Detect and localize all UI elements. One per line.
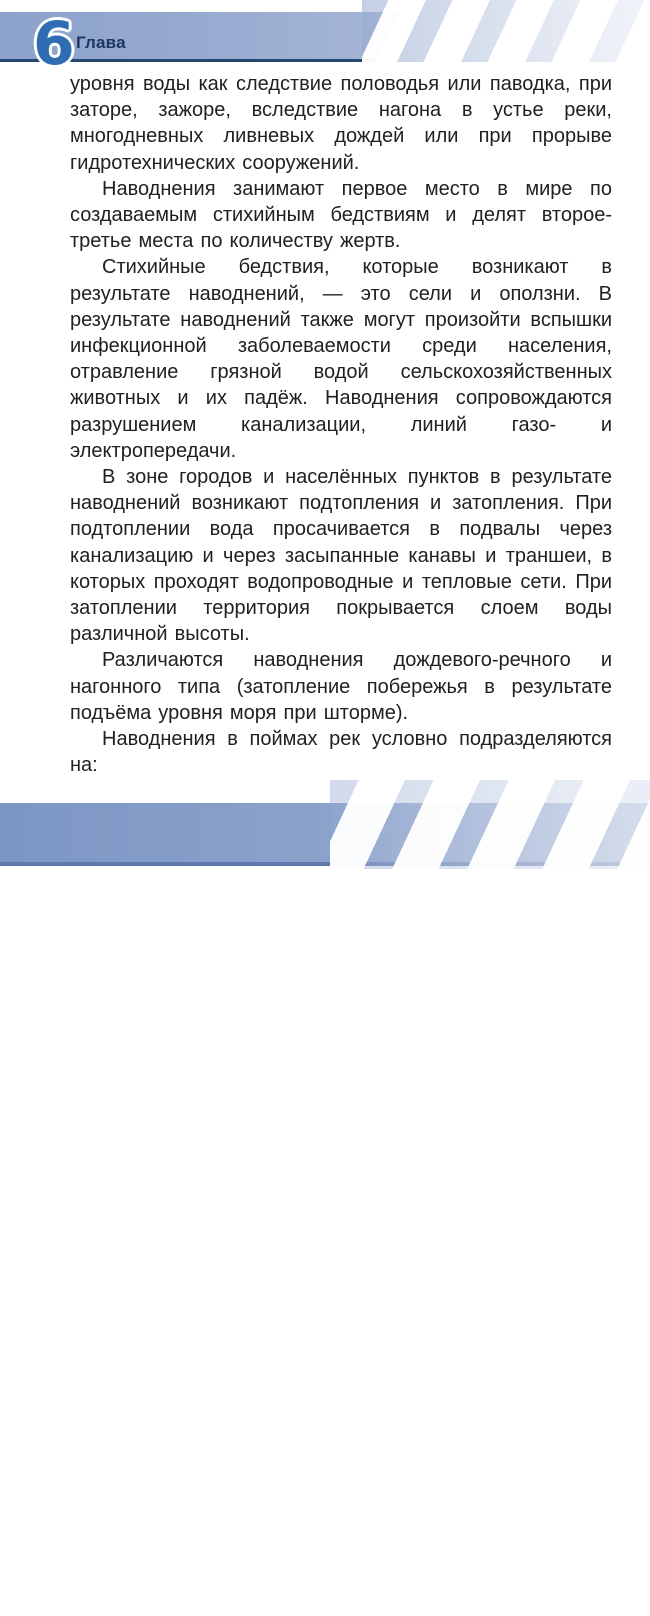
paragraph: уровня воды как следствие половодья или паводка, при заторе, зажоре, вследствие нагона в устье реки, многодневных ливневых дождей или при прорыве гидротехнических сооружений. — [70, 73, 612, 174]
paragraph: Наводнения занимают первое место в мире по создаваемым стихийным бедствиям и делят второе-третье места по количеству жертв. — [70, 177, 612, 253]
paragraph: В зоне городов и населённых пунктов в результате наводнений возникают подтопления и затопления. При подтоплении вода просачивается в подвалы через канализацию и через засыпанные канавы и траншеи, в которых проходят водопроводные и тепловые сети. При затоплении территория покрывается слоем воды различной высоты. — [70, 466, 612, 646]
paragraph: Наводнения в поймах рек условно подразделяются на: — [70, 728, 612, 777]
chapter-header — [0, 0, 650, 80]
chapter-label: Глава — [76, 33, 126, 52]
body-text — [70, 71, 612, 778]
paragraph: Стихийные бедствия, которые возникают в результате наводнений, — это сели и оползни. В результате наводнений также могут произойти вспышки инфекционной заболеваемости среди населения, отравление грязной водой сельскохозяйственных животных и их падёж. Наводнения сопровождаются разрушением канализации, линий газо- и электропередачи. — [70, 256, 612, 462]
page-footer — [0, 780, 650, 1615]
footer-band — [0, 803, 650, 866]
paragraph: Различаются наводнения дождевого-речного и нагонного типа (затопление побережья в результате подъёма уровня моря при шторме). — [70, 649, 612, 724]
diagonal-stripes-top-decoration — [362, 0, 650, 62]
page-number: 4 — [38, 1590, 51, 1615]
chapter-number: 6 — [33, 9, 75, 79]
